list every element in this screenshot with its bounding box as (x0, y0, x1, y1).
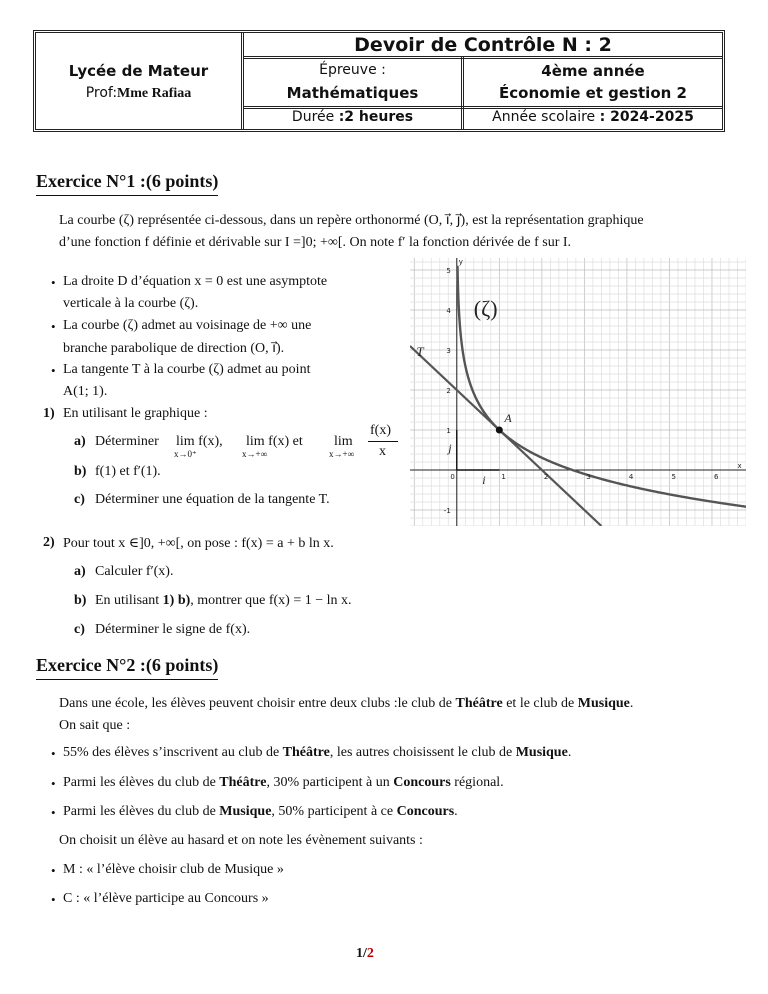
exercise1-title (36, 171, 218, 192)
x-axis-label: x (737, 462, 742, 470)
intro-text: . (629, 696, 634, 711)
exercise1-title-text: Exercice N°1 :(6 points) (36, 171, 219, 191)
duration (244, 109, 461, 125)
fraction-bar (368, 441, 398, 442)
header-table (33, 30, 725, 132)
q2b-text (95, 593, 352, 609)
q2b-ref: 1) b) (162, 593, 191, 608)
q2b-text-pre: En utilisant (95, 593, 163, 608)
bullet-text: . (567, 745, 572, 760)
q1a-fraction-den: x (379, 444, 386, 459)
bullet-text: Parmi les élèves du club de (63, 804, 220, 819)
title-underline (36, 679, 218, 680)
q1-number: 1) (43, 406, 55, 421)
bullet-text: . (454, 804, 458, 819)
q1b-label: b) (74, 464, 87, 479)
q1a-text: Déterminer (95, 434, 159, 449)
page-total: 2 (366, 946, 374, 961)
intro-text: et le club de (502, 696, 578, 711)
intro-text: Dans une école, les élèves peuvent choisir entre deux clubs :le club de (59, 696, 456, 711)
bullet-theatre-percent (63, 745, 571, 761)
x-tick-label: 6 (713, 473, 719, 481)
y-axis-label: y (458, 258, 463, 266)
point-a-label: A (504, 411, 512, 425)
q1a-label: a) (74, 434, 86, 449)
bullet-text: , 30% participent à un (266, 775, 394, 790)
y-tick-label: -1 (443, 507, 451, 515)
q2a-text: Calculer f′(x). (95, 564, 174, 579)
q2b-text-post: , montrer que f(x) = 1 − ln x. (190, 593, 352, 608)
page-number (356, 946, 374, 962)
bullet-branch-cont: branche parabolique de direction (O, i⃗). (63, 341, 285, 356)
bullet-bold: Concours (393, 775, 451, 790)
q1a-fraction-num: f(x) (370, 423, 391, 438)
y-tick-label: 2 (446, 387, 451, 395)
bullet-musique-concours (63, 804, 458, 820)
j-vector-label: j⃗ (448, 441, 461, 455)
y-tick-label: 4 (446, 307, 451, 315)
bullet-text: régional. (450, 775, 504, 790)
bullet-bold: Concours (396, 804, 455, 819)
teacher (36, 85, 241, 102)
x-tick-label: 5 (671, 473, 676, 481)
q1a-limit-2: lim f(x) et (246, 434, 303, 449)
bullet-branch: • La courbe (ζ) admet au voisinage de +∞ une (63, 318, 311, 334)
i-vector-label: i⃗ (482, 473, 495, 487)
school-year-label: Année scolaire (492, 109, 600, 125)
bullet-tangent: • La tangente T à la courbe (ζ) admet au point (63, 362, 310, 378)
events-intro: On choisit un élève au hasard et on note les évènement suivants : (59, 833, 423, 848)
epreuve-label: Épreuve : (319, 62, 386, 78)
q1c-text: Déterminer une équation de la tangente T. (95, 492, 330, 507)
bullet-text: 55% des élèves s’inscrivent au club de (63, 745, 283, 760)
q1a-limit-1-sub: x→0⁺ (174, 449, 197, 459)
club-theatre: Théâtre (455, 696, 503, 711)
q2-text: Pour tout x ∈]0, +∞[, on pose : f(x) = a + b ln x. (63, 536, 334, 551)
bullet-bold: Théâtre (282, 745, 330, 760)
duration-value: :2 heures (338, 109, 414, 125)
tangent-label: T (416, 344, 424, 359)
x-tick-label: 2 (543, 473, 549, 481)
club-musique: Musique (577, 696, 630, 711)
y-tick-label: 3 (446, 347, 451, 355)
q1a-limit-3: lim (334, 434, 353, 449)
q2c-text: Déterminer le signe de f(x). (95, 622, 251, 637)
q2a-label: a) (74, 564, 86, 579)
q1-text: En utilisant le graphique : (63, 406, 208, 421)
q2c-label: c) (74, 622, 85, 637)
bullet-text: , 50% participent à ce (271, 804, 397, 819)
header-divider (244, 56, 722, 59)
bullet-tangent-cont: A(1; 1). (63, 384, 108, 399)
point-a (496, 427, 503, 434)
q1a-limit-1: lim f(x), (176, 434, 223, 449)
school-name: Lycée de Mateur (68, 62, 209, 80)
origin-label: 0 (450, 473, 455, 481)
x-tick-label: 1 (501, 473, 506, 481)
event-c: • C : « l’élève participe au Concours » (63, 891, 269, 907)
bullet-text: Parmi les élèves du club de (63, 775, 220, 790)
function-graph (410, 258, 746, 526)
exercise2-title-text: Exercice N°2 :(6 points) (36, 655, 219, 675)
curve-label: (ζ) (473, 296, 498, 321)
bullet-asymptote-cont: verticale à la courbe (ζ). (63, 296, 199, 311)
page-current: 1/ (356, 946, 367, 961)
exercise2-title (36, 655, 218, 676)
x-tick-label: 4 (628, 473, 634, 481)
exercise2-intro-1 (59, 696, 633, 712)
grade: 4ème année (541, 62, 645, 80)
bullet-bold: Musique (515, 745, 568, 760)
bullet-asymptote: • La droite D d’équation x = 0 est une asymptote (63, 274, 327, 290)
school-year (464, 109, 722, 125)
q1b-text: f(1) et f′(1). (95, 464, 161, 479)
exercise1-intro-1: La courbe (ζ) représentée ci-dessous, dans un repère orthonormé (O, i⃗, j⃗), est la représentation graphique (59, 213, 644, 228)
teacher-name: Mme Rafiaa (117, 86, 192, 101)
section: Économie et gestion 2 (499, 84, 687, 102)
q1c-label: c) (74, 492, 85, 507)
page-title: Devoir de Contrôle N : 2 (354, 34, 612, 56)
q2-number: 2) (43, 535, 55, 550)
subject: Mathématiques (286, 84, 419, 102)
event-m: • M : « l’élève choisir club de Musique » (63, 862, 284, 878)
y-tick-label: 5 (446, 267, 451, 275)
q1a-limit-3-sub: x→+∞ (329, 449, 354, 459)
school-year-value: : 2024-2025 (599, 109, 694, 125)
q1a-limit-2-sub: x→+∞ (242, 449, 267, 459)
q2b-label: b) (74, 593, 87, 608)
y-tick-label: 1 (446, 427, 451, 435)
x-tick-label: 3 (586, 473, 591, 481)
exercise2-intro-2: On sait que : (59, 718, 131, 733)
teacher-prefix: Prof: (85, 85, 118, 101)
bullet-bold: Musique (219, 804, 272, 819)
title-underline (36, 195, 218, 196)
exercise1-intro-2: d’une fonction f définie et dérivable sur I =]0; +∞[. On note f′ la fonction dérivée de f sur I. (59, 235, 572, 250)
bullet-theatre-concours (63, 775, 504, 791)
duration-label: Durée (291, 109, 339, 125)
bullet-text: , les autres choisissent le club de (329, 745, 516, 760)
bullet-bold: Théâtre (219, 775, 267, 790)
